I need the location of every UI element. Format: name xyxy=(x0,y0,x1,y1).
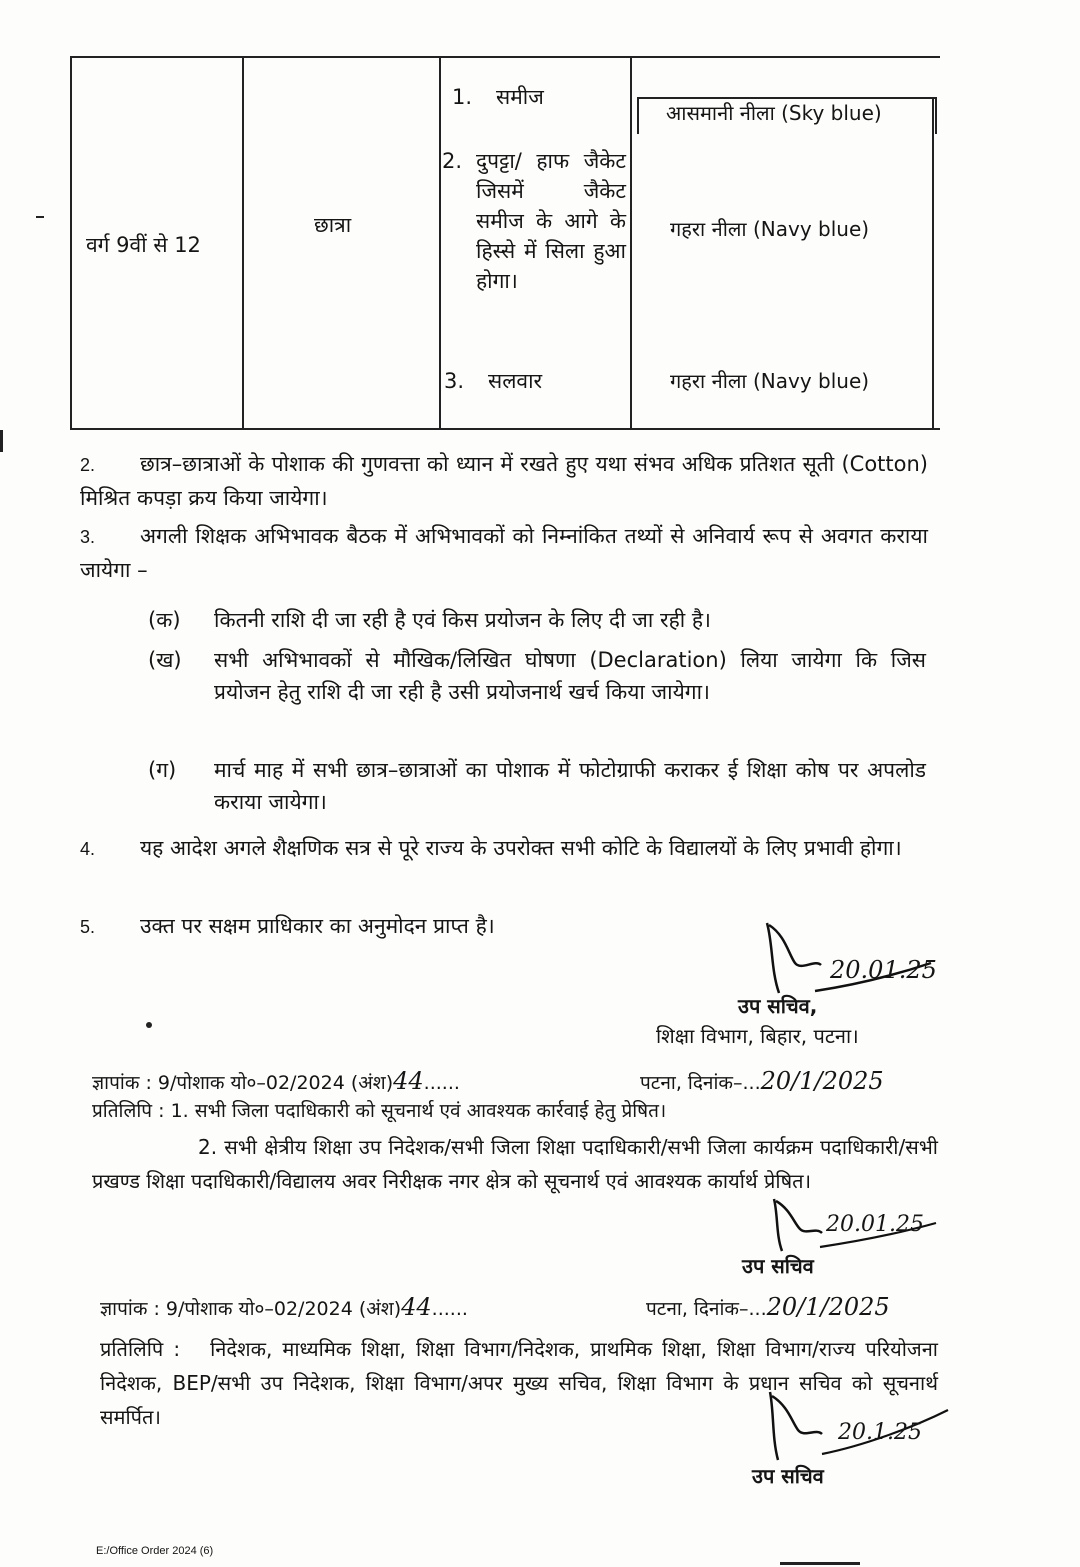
paragraph-number: 2. xyxy=(80,455,96,475)
paragraph-number: 5. xyxy=(80,917,96,937)
gender-cell: छात्रा xyxy=(314,213,352,237)
item-number: 3. xyxy=(444,369,465,393)
memo-date: 20/1/2025 xyxy=(760,1067,884,1095)
signature-date: 20.1.25 xyxy=(838,1420,922,1445)
sub-point-label: (क) xyxy=(148,608,181,632)
paragraph-2 xyxy=(80,448,928,515)
memo1-reference: ज्ञापांक : 9/पोशाक यो०–02/2024 (अंश)44...... xyxy=(92,1067,460,1095)
copy-text: निदेशक, माध्यमिक शिक्षा, शिक्षा विभाग/निदेशक, प्राथमिक शिक्षा, शिक्षा विभाग/राज्य परियोजना निदेशक, BEP/सभी उप निदेशक, शिक्षा विभाग/अपर मुख्य सचिव, शिक्षा विभाग के प्रधान सचिव को सूचनार्थ समर्पित। xyxy=(100,1337,938,1429)
sub-point-text: मार्च माह में सभी छात्र–छात्राओं का पोशाक में फोटोग्राफी कराकर ई शिक्षा कोष पर अपलोड कराया जायेगा। xyxy=(214,758,926,814)
table-divider xyxy=(932,98,934,428)
file-path: E:/Office Order 2024 (6) xyxy=(96,1545,214,1557)
memo-ref-number: 44 xyxy=(393,1067,424,1095)
table-divider xyxy=(439,58,441,428)
sub-point-label: (ख) xyxy=(148,648,182,672)
table-row xyxy=(452,82,544,112)
edge-mark xyxy=(0,430,3,452)
signature-date: 20.01.25 xyxy=(826,1212,924,1237)
memo-date-label: पटना, दिनांक– xyxy=(646,1298,749,1320)
table-row xyxy=(444,366,542,396)
paragraph-4 xyxy=(80,832,928,866)
sub-point-ka xyxy=(148,604,928,640)
copy-text: 1. सभी जिला पदाधिकारी को सूचनार्थ एवं आवश्यक कार्रवाई हेतु प्रेषित। xyxy=(170,1100,667,1122)
sub-point-ga xyxy=(148,754,928,820)
designation: उप सचिव xyxy=(752,1464,824,1488)
item-color: गहरा नीला (Navy blue) xyxy=(670,369,870,393)
designation: उप सचिव, xyxy=(738,994,818,1018)
edge-mark xyxy=(780,1562,860,1565)
paragraph-number: 3. xyxy=(80,527,96,547)
memo2-reference: ज्ञापांक : 9/पोशाक यो०–02/2024 (अंश)44...... xyxy=(100,1293,468,1321)
paragraph-number: 4. xyxy=(80,839,96,859)
memo2-date: पटना, दिनांक–...20/1/2025 xyxy=(646,1293,890,1321)
item-number: 2. xyxy=(442,149,463,173)
paragraph-text: अगली शिक्षक अभिभावक बैठक में अभिभावकों को निम्नांकित तथ्यों से अनिवार्य रूप से अवगत कराया जायेगा – xyxy=(80,524,928,582)
memo-ref-prefix: ज्ञापांक : 9/पोशाक यो०–02/2024 (अंश) xyxy=(92,1072,394,1094)
paragraph-3 xyxy=(80,520,928,587)
stray-mark xyxy=(146,1022,152,1028)
department: शिक्षा विभाग, बिहार, पटना। xyxy=(656,1024,859,1048)
sub-point-label: (ग) xyxy=(148,758,177,782)
copy-label: प्रतिलिपि : xyxy=(92,1100,165,1122)
item-name: दुपट्टा/ हाफ जैकेट जिसमें जैकेट समीज के आगे के हिस्से में सिला हुआ होगा। xyxy=(476,149,626,293)
table-divider xyxy=(630,58,632,428)
memo-date: 20/1/2025 xyxy=(766,1293,890,1321)
item-color: गहरा नीला (Navy blue) xyxy=(670,217,870,241)
signature-date: 20.01.25 xyxy=(830,956,937,984)
memo-date-label: पटना, दिनांक– xyxy=(640,1072,743,1094)
designation: उप सचिव xyxy=(742,1254,814,1278)
item-name: समीज xyxy=(496,85,544,109)
sub-point-text: कितनी राशि दी जा रही है एवं किस प्रयोजन के लिए दी जा रही है। xyxy=(214,608,711,632)
sub-point-text: सभी अभिभावकों से मौखिक/लिखित घोषणा (Declaration) लिया जायेगा कि जिस प्रयोजन हेतु राशि दी जा रही है उसी प्रयोजनार्थ खर्च किया जायेगा। xyxy=(214,648,926,704)
table-divider xyxy=(242,58,244,428)
item-color: आसमानी नीला (Sky blue) xyxy=(666,101,882,125)
item-number: 1. xyxy=(452,85,473,109)
memo-ref-prefix: ज्ञापांक : 9/पोशाक यो०–02/2024 (अंश) xyxy=(100,1298,402,1320)
paragraph-text: उक्त पर सक्षम प्राधिकार का अनुमोदन प्राप्त है। xyxy=(140,914,495,938)
class-range-cell: वर्ग 9वीं से 12 xyxy=(86,233,201,257)
memo-ref-number: 44 xyxy=(401,1293,432,1321)
sub-point-kha xyxy=(148,644,928,744)
memo1-copy2: 2. सभी क्षेत्रीय शिक्षा उप निदेशक/सभी जिला शिक्षा पदाधिकारी/सभी जिला कार्यक्रम पदाधिकारी/सभी प्रखण्ड शिक्षा पदाधिकारी/विद्यालय अवर निरीक्षक नगर क्षेत्र को सूचनार्थ एवं आवश्यक कार्यार्थ प्रेषित। xyxy=(92,1135,938,1193)
paragraph-text: छात्र–छात्राओं के पोशाक की गुणवत्ता को ध्यान में रखते हुए यथा संभव अधिक प्रतिशत सूती (Cotton) मिश्रित कपड़ा क्रय किया जायेगा। xyxy=(80,452,928,510)
copy-label: प्रतिलिपि : xyxy=(100,1337,181,1361)
item-name: सलवार xyxy=(488,369,543,393)
paragraph-text: यह आदेश अगले शैक्षणिक सत्र से पूरे राज्य के उपरोक्त सभी कोटि के विद्यालयों के लिए प्रभावी होगा। xyxy=(140,836,902,860)
edge-mark xyxy=(36,216,44,218)
memo1-date: पटना, दिनांक–...20/1/2025 xyxy=(640,1067,884,1095)
memo1-copy1 xyxy=(92,1096,942,1126)
